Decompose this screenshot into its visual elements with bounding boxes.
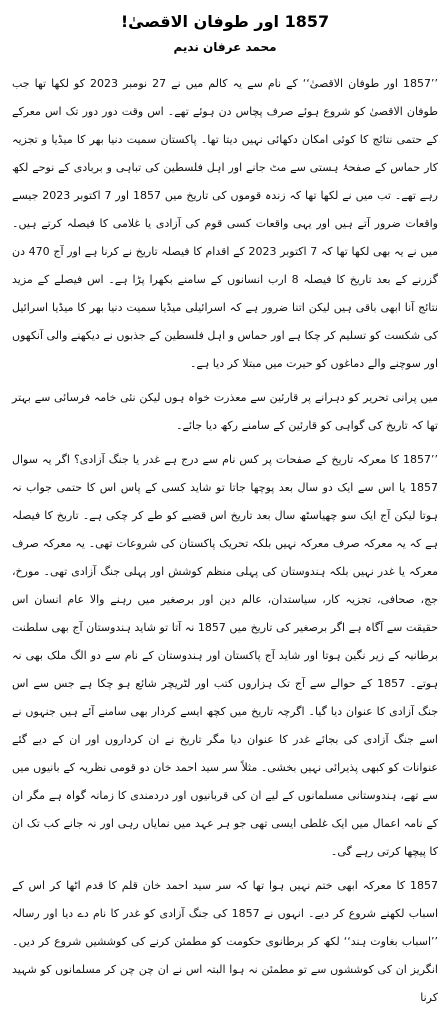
paragraph-apology: میں پرانی تحریر کو دہرانے پر قارئین سے معذرت خواہ ہوں لیکن نئی خامہ فرسائی سے بہتر تھا کہ تاریخ کی گواہی کو قارئین کے سامنے رکھ دیا جائے۔ (12, 391, 438, 432)
author-byline: محمد عرفان ندیم (173, 40, 277, 54)
paragraph-sir-syed: 1857 کا معرکہ ابھی ختم نہیں ہوا تھا کہ سر سید احمد خان قلم کا قدم اٹھا کر اس کے اسباب لکھنے شروع کر دیے۔ انہوں نے 1857 کی جنگ آزادی کو غدر کا نام دے دیا اور رسالہ ’’اسباب بغاوت ہند‘‘ لکھ کر برطانوی حکومت کو مطمئن کرنے کی کوششیں شروع کر دیں۔ انگریز ان کی کوششوں سے تو مطمئن نہ ہوا البتہ اس نے ان چن چن کر مسلمانوں کو شہید کرنا (12, 879, 438, 1004)
paragraph-intro: ’’1857 اور طوفان الاقصیٰ‘‘ کے نام سے یہ کالم میں نے 27 نومبر 2023 کو لکھا تھا جب طوفان الاقصیٰ کو شروع ہوئے صرف پچاس دن ہوئے تھے۔ اس وقت دور دور تک اس معرکے کے حتمی نتائج کا کوئی امکان دکھائی نہیں دیتا تھا۔ پاکستان سمیت دنیا بھر کا میڈیا و تجزیہ کار حماس کے صفحۂ ہستی سے مٹ جانے اور اہل فلسطین کی تباہی و بربادی کے نوحے لکھ رہے تھے۔ تب میں نے لکھا تھا کہ زندہ قوموں کی تاریخ میں 1857 اور 7 اکتوبر 2023 جیسے واقعات ضرور آتے ہیں اور یہی واقعات کسی قوم کی آزادی یا غلامی کا فیصلہ کرتے ہیں۔ میں نے یہ بھی لکھا تھا کہ 7 اکتوبر 2023 کے اقدام کا فیصلہ تاریخ نے کرنا ہے اور آج 470 دن گزرنے کے بعد تاریخ کا فیصلہ 8 ارب انسانوں کے سامنے بکھرا پڑا ہے۔ اس فیصلے کے مزید نتائج آنا ابھی باقی ہیں لیکن اتنا ضرور ہے کہ اسرائیلی میڈیا سمیت دنیا بھر کا میڈیا اسرائیل کی شکست کو تسلیم کر چکا ہے اور حماس و اہل فلسطین کے جذبوں نے دیکھنے والی آنکھوں اور سوچنے والے دماغوں کو حیرت میں مبتلا کر دیا ہے۔ (12, 77, 439, 370)
paragraph-1857-history: ’’1857 کا معرکہ تاریخ کے صفحات پر کس نام سے درج ہے غدر یا جنگ آزادی؟ اگر یہ سوال 1857 یا اس سے ایک دو سال بعد پوچھا جاتا تو شاید کسی کے پاس اس کا حتمی جواب نہ ہوتا لیکن آج ایک سو چھیاسٹھ سال بعد تاریخ اس قضیے کو طے کر چکی ہے۔ تاریخ کا فیصلہ ہے کہ یہ معرکہ صرف معرکہ نہیں بلکہ تحریک پاکستان کی شروعات تھی۔ یہ معرکہ صرف معرکہ یا غدر نہیں بلکہ ہندوستان کی پہلی منظم کوشش اور پہلی جنگ آزادی تھی۔ مورخ، جج، صحافی، تجزیہ کار، سیاستدان، عالم دین اور برصغیر میں رہنے والا عام انسان اس حقیقت سے آگاہ ہے اگر برصغیر کی تاریخ میں 1857 نہ آتا تو شاید ہندوستان آج بھی سلطنت برطانیہ کے زیر نگین ہوتا اور شاید آج پاکستان اور ہندوستان کے نام سے دو الگ ملک بھی نہ ہوتے۔ 1857 کے حوالے سے آج تک ہزاروں کتب اور لٹریچر شائع ہو چکا ہے جس سے اس جنگ آزادی کا عنوان دیا گیا۔ اگرچہ تاریخ میں کچھ ایسے کردار بھی سامنے آئے ہیں جنہوں نے اسے جنگ آزادی کی بجائے غدر کا عنوان دیا مگر تاریخ نے ان کرداروں اور ان کے دیے گئے عنوانات کو کبھی پذیرائی نہیں بخشی۔ مثلاً سر سید احمد خان دو قومی نظریہ کے بانیوں میں سے تھے، ہندوستانی مسلمانوں کے لیے ان کی قربانیوں اور دردمندی کا زمانہ گواہ ہے مگر ان کے نامہ اعمال میں ایک غلطی ایسی تھی جو ہر عہد میں نمایاں رہی اور نہ جانے کب تک ان کا پیچھا کرتی رہے گی۔ (12, 453, 439, 858)
article-title: 1857 اور طوفان الاقصیٰ! (120, 12, 330, 31)
